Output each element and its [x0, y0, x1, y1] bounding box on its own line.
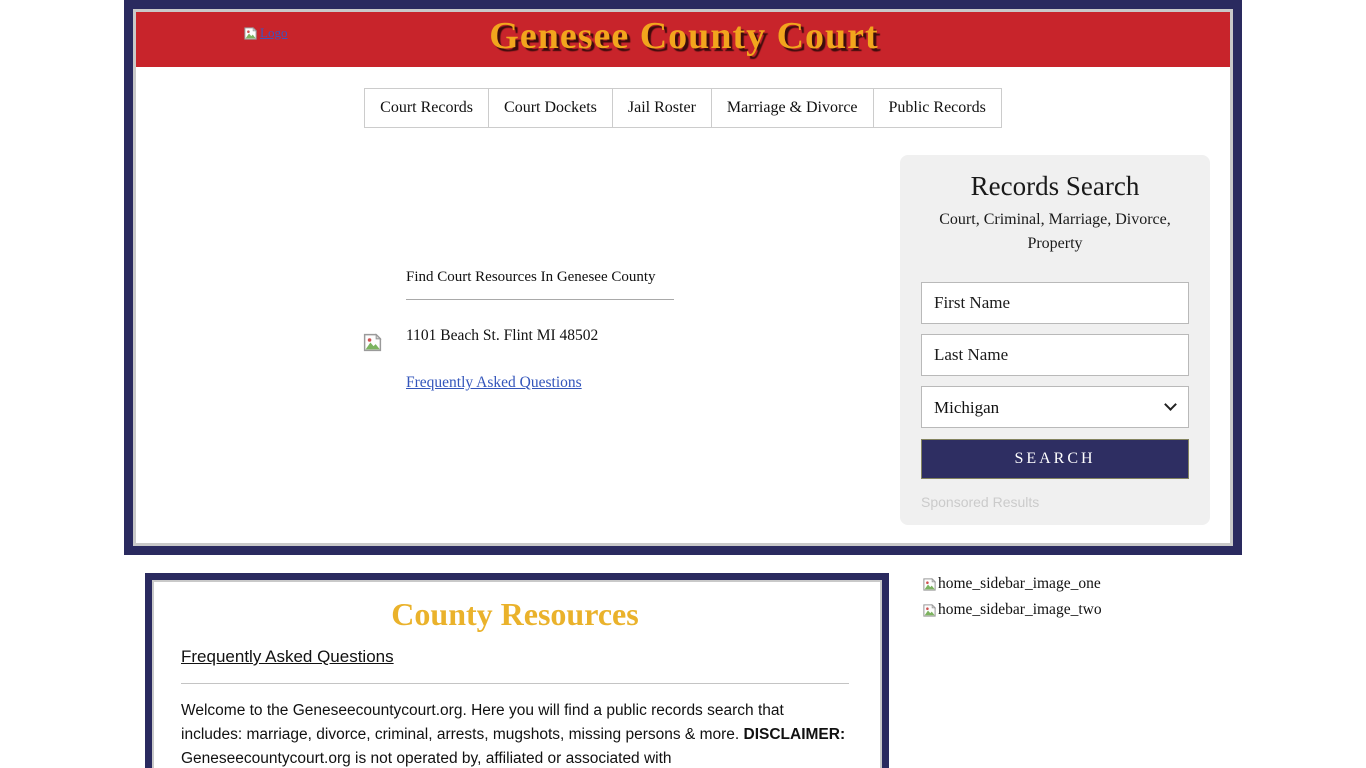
- nav-item-court-records[interactable]: Court Records: [365, 89, 489, 127]
- broken-image-icon: [922, 603, 937, 618]
- records-search-subtitle: Court, Criminal, Marriage, Divorce, Property: [939, 211, 1171, 252]
- site-header: [136, 12, 1230, 67]
- records-search-title: Records Search: [970, 171, 1140, 201]
- court-address: 1101 Beach St. Flint MI 48502: [406, 327, 599, 344]
- resources-divider: [181, 683, 849, 684]
- main-navigation: [136, 88, 1230, 128]
- records-search-form: [921, 282, 1189, 479]
- sidebar-image-one: [922, 575, 1102, 593]
- sidebar-image-two-alt: home_sidebar_image_two: [938, 601, 1102, 618]
- home-sidebar-images: [922, 575, 1102, 627]
- broken-image-icon: [243, 26, 258, 41]
- find-resources-heading: Find Court Resources In Genesee County: [406, 269, 656, 285]
- nav-item-marriage-divorce[interactable]: Marriage & Divorce: [712, 89, 874, 127]
- search-button[interactable]: SEARCH: [921, 439, 1189, 479]
- nav-item-jail-roster[interactable]: Jail Roster: [613, 89, 712, 127]
- disclaimer-label: DISCLAIMER:: [743, 726, 846, 743]
- logo-alt-text: Logo: [260, 25, 288, 40]
- broken-image-icon: [922, 577, 937, 592]
- last-name-input[interactable]: [921, 334, 1189, 376]
- nav-group: [364, 88, 1002, 128]
- nav-item-court-dockets[interactable]: Court Dockets: [489, 89, 613, 127]
- sidebar-image-one-alt: home_sidebar_image_one: [938, 575, 1101, 592]
- first-name-input[interactable]: [921, 282, 1189, 324]
- logo-link[interactable]: [243, 25, 287, 41]
- disclaimer-text: Geneseecountycourt.org is not operated by, affiliated or associated with: [181, 750, 672, 767]
- county-resources-box: [145, 573, 889, 768]
- main-box-inner: [133, 9, 1233, 546]
- records-search-panel: [900, 155, 1210, 525]
- state-select-wrap: [921, 386, 1189, 428]
- content-divider: [406, 299, 674, 300]
- county-resources-title: County Resources: [391, 596, 639, 632]
- faq-link[interactable]: Frequently Asked Questions: [406, 374, 582, 391]
- nav-item-public-records[interactable]: Public Records: [888, 99, 986, 116]
- broken-courthouse-image-icon: [362, 332, 383, 353]
- main-framed-box: [124, 0, 1242, 555]
- sidebar-image-two: [922, 601, 1102, 619]
- state-select[interactable]: [921, 386, 1189, 428]
- welcome-text: Welcome to the Geneseecountycourt.org. Here you will find a public records search that includes: marriage, divorce, criminal, arrests, mugshots, missing persons & more.: [181, 702, 784, 743]
- county-resources-inner: [152, 580, 882, 768]
- page-title: Genesee County Court: [489, 15, 879, 57]
- faq-link-bottom[interactable]: Frequently Asked Questions: [181, 647, 394, 666]
- welcome-paragraph: [181, 699, 849, 768]
- sponsored-results-note: Sponsored Results: [921, 494, 1040, 510]
